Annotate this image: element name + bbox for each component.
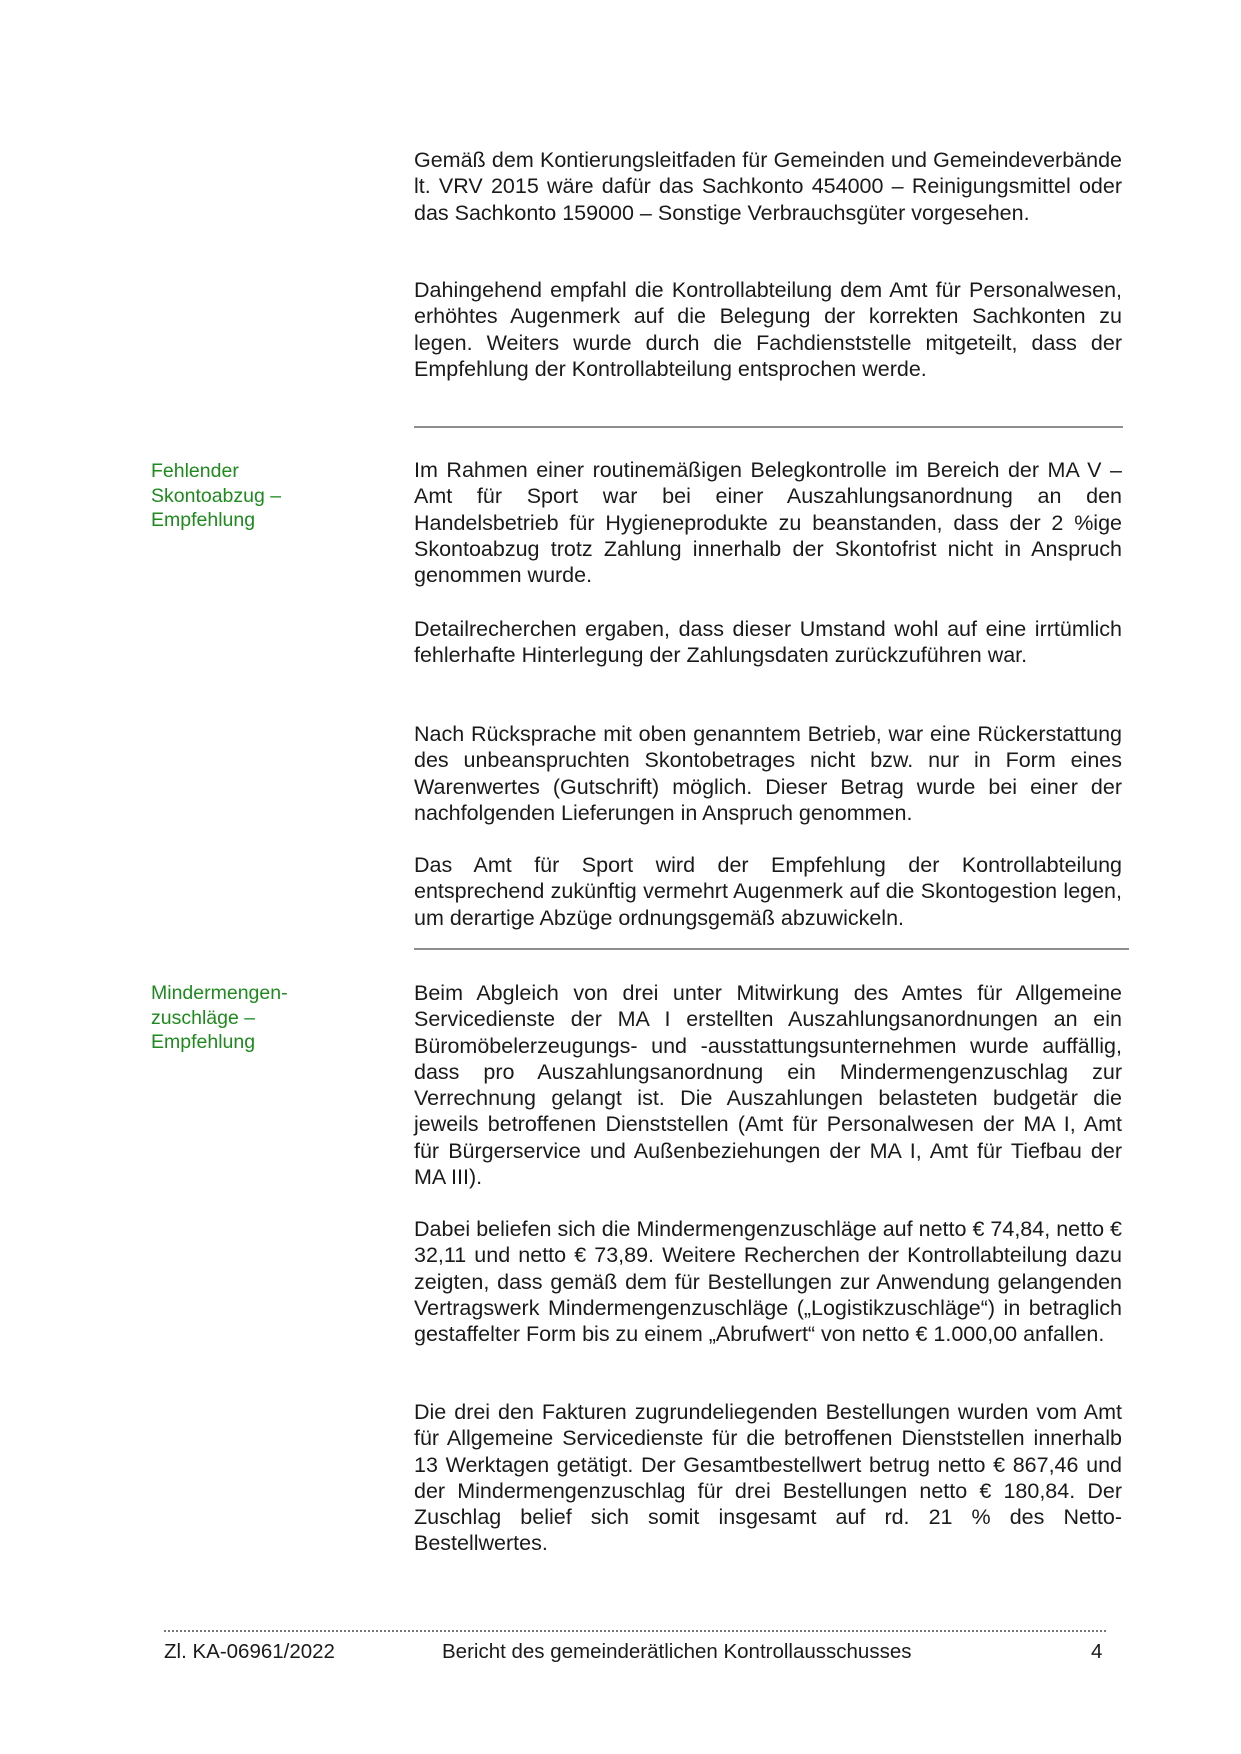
paragraph: Die drei den Fakturen zugrundeliegenden Bestellungen wurden vom Amt für Allgemeine Servicedienste für die betroffenen Dienststellen innerhalb 13 Werktagen getätigt. Der Gesamtbestellwert betrug netto € 867,46 und der Mindermengenzuschlag für drei Bestellungen netto € 180,84. Der Zuschlag belief sich somit insgesamt auf rd. 21 % des Netto-Bestellwertes. [414,1400,1122,1556]
page-number: 4 [1091,1640,1103,1663]
footer-rule [164,1630,1106,1632]
section-divider [414,948,1129,950]
label-line: Empfehlung [151,509,256,531]
section-label-mindermengenzuschlaege [151,981,351,1055]
paragraph: Im Rahmen einer routinemäßigen Belegkontrolle im Bereich der MA V – Amt für Sport war bei einer Auszahlungsanordnung an den Handelsbetrieb für Hygieneprodukte zu beanstanden, dass der 2 %ige Skontoabzug trotz Zahlung innerhalb der Skontofrist nicht in Anspruch genommen wurde. [414,458,1122,588]
label-line: Empfehlung [151,1031,256,1053]
section-divider [414,426,1123,428]
paragraph: Dahingehend empfahl die Kontrollabteilung dem Amt für Personalwesen, erhöhtes Augenmerk auf die Belegung der korrekten Sachkonten zu legen. Weiters wurde durch die Fachdienststelle mitgeteilt, dass der Empfehlung der Kontrollabteilung entsprochen werde. [414,278,1122,381]
paragraph: Das Amt für Sport wird der Empfehlung der Kontrollabteilung entsprechend zukünftig vermehrt Augenmerk auf die Skontogestion legen, um derartige Abzüge ordnungsgemäß abzuwickeln. [414,853,1122,930]
paragraph: Beim Abgleich von drei unter Mitwirkung des Amtes für Allgemeine Servicedienste der MA I erstellten Auszahlungsanordnungen an ein Büromöbelerzeugungs- und -ausstattungsunternehmen wurde auffällig, dass pro Auszahlungsanordnung ein Mindermengenzuschlag zur Verrechnung gelangt ist. Die Auszahlungen belasteten budgetär die jeweils betroffenen Dienststellen (Amt für Personalwesen der MA I, Amt für Bürgerservice und Außenbeziehungen der MA I, Amt für Tiefbau der MA III). [414,981,1122,1190]
paragraph: Nach Rücksprache mit oben genanntem Betrieb, war eine Rückerstattung des unbeanspruchten Skontobetrages nicht bzw. nur in Form eines Warenwertes (Gutschrift) möglich. Dieser Betrag wurde bei einer der nachfolgenden Lieferungen in Anspruch genommen. [414,722,1122,825]
footer-title: Bericht des gemeinderätlichen Kontrollausschusses [442,1640,912,1663]
label-line: Skontoabzug – [151,484,282,507]
section-label-skontoabzug [151,459,351,533]
label-line: Mindermengen- [151,982,288,1004]
paragraph: Gemäß dem Kontierungsleitfaden für Gemeinden und Gemeindeverbände lt. VRV 2015 wäre dafür das Sachkonto 454000 – Reinigungsmittel oder das Sachkonto 159000 – Sonstige Verbrauchsgüter vorgesehen. [414,148,1122,225]
label-line: zuschläge – [151,1006,256,1029]
footer-reference: Zl. KA-06961/2022 [164,1640,335,1663]
paragraph: Detailrecherchen ergaben, dass dieser Umstand wohl auf eine irrtümlich fehlerhafte Hinterlegung der Zahlungsdaten zurückzuführen war. [414,617,1122,668]
paragraph: Dabei beliefen sich die Mindermengenzuschläge auf netto € 74,84, netto € 32,11 und netto € 73,89. Weitere Recherchen der Kontrollabteilung dazu zeigten, dass gemäß dem für Bestellungen zur Anwendung gelangenden Vertragswerk Mindermengenzuschläge („Logistikzuschläge“) in betraglich gestaffelter Form bis zu einem „Abrufwert“ von netto € 1.000,00 anfallen. [414,1217,1122,1347]
label-line: Fehlender [151,460,239,482]
